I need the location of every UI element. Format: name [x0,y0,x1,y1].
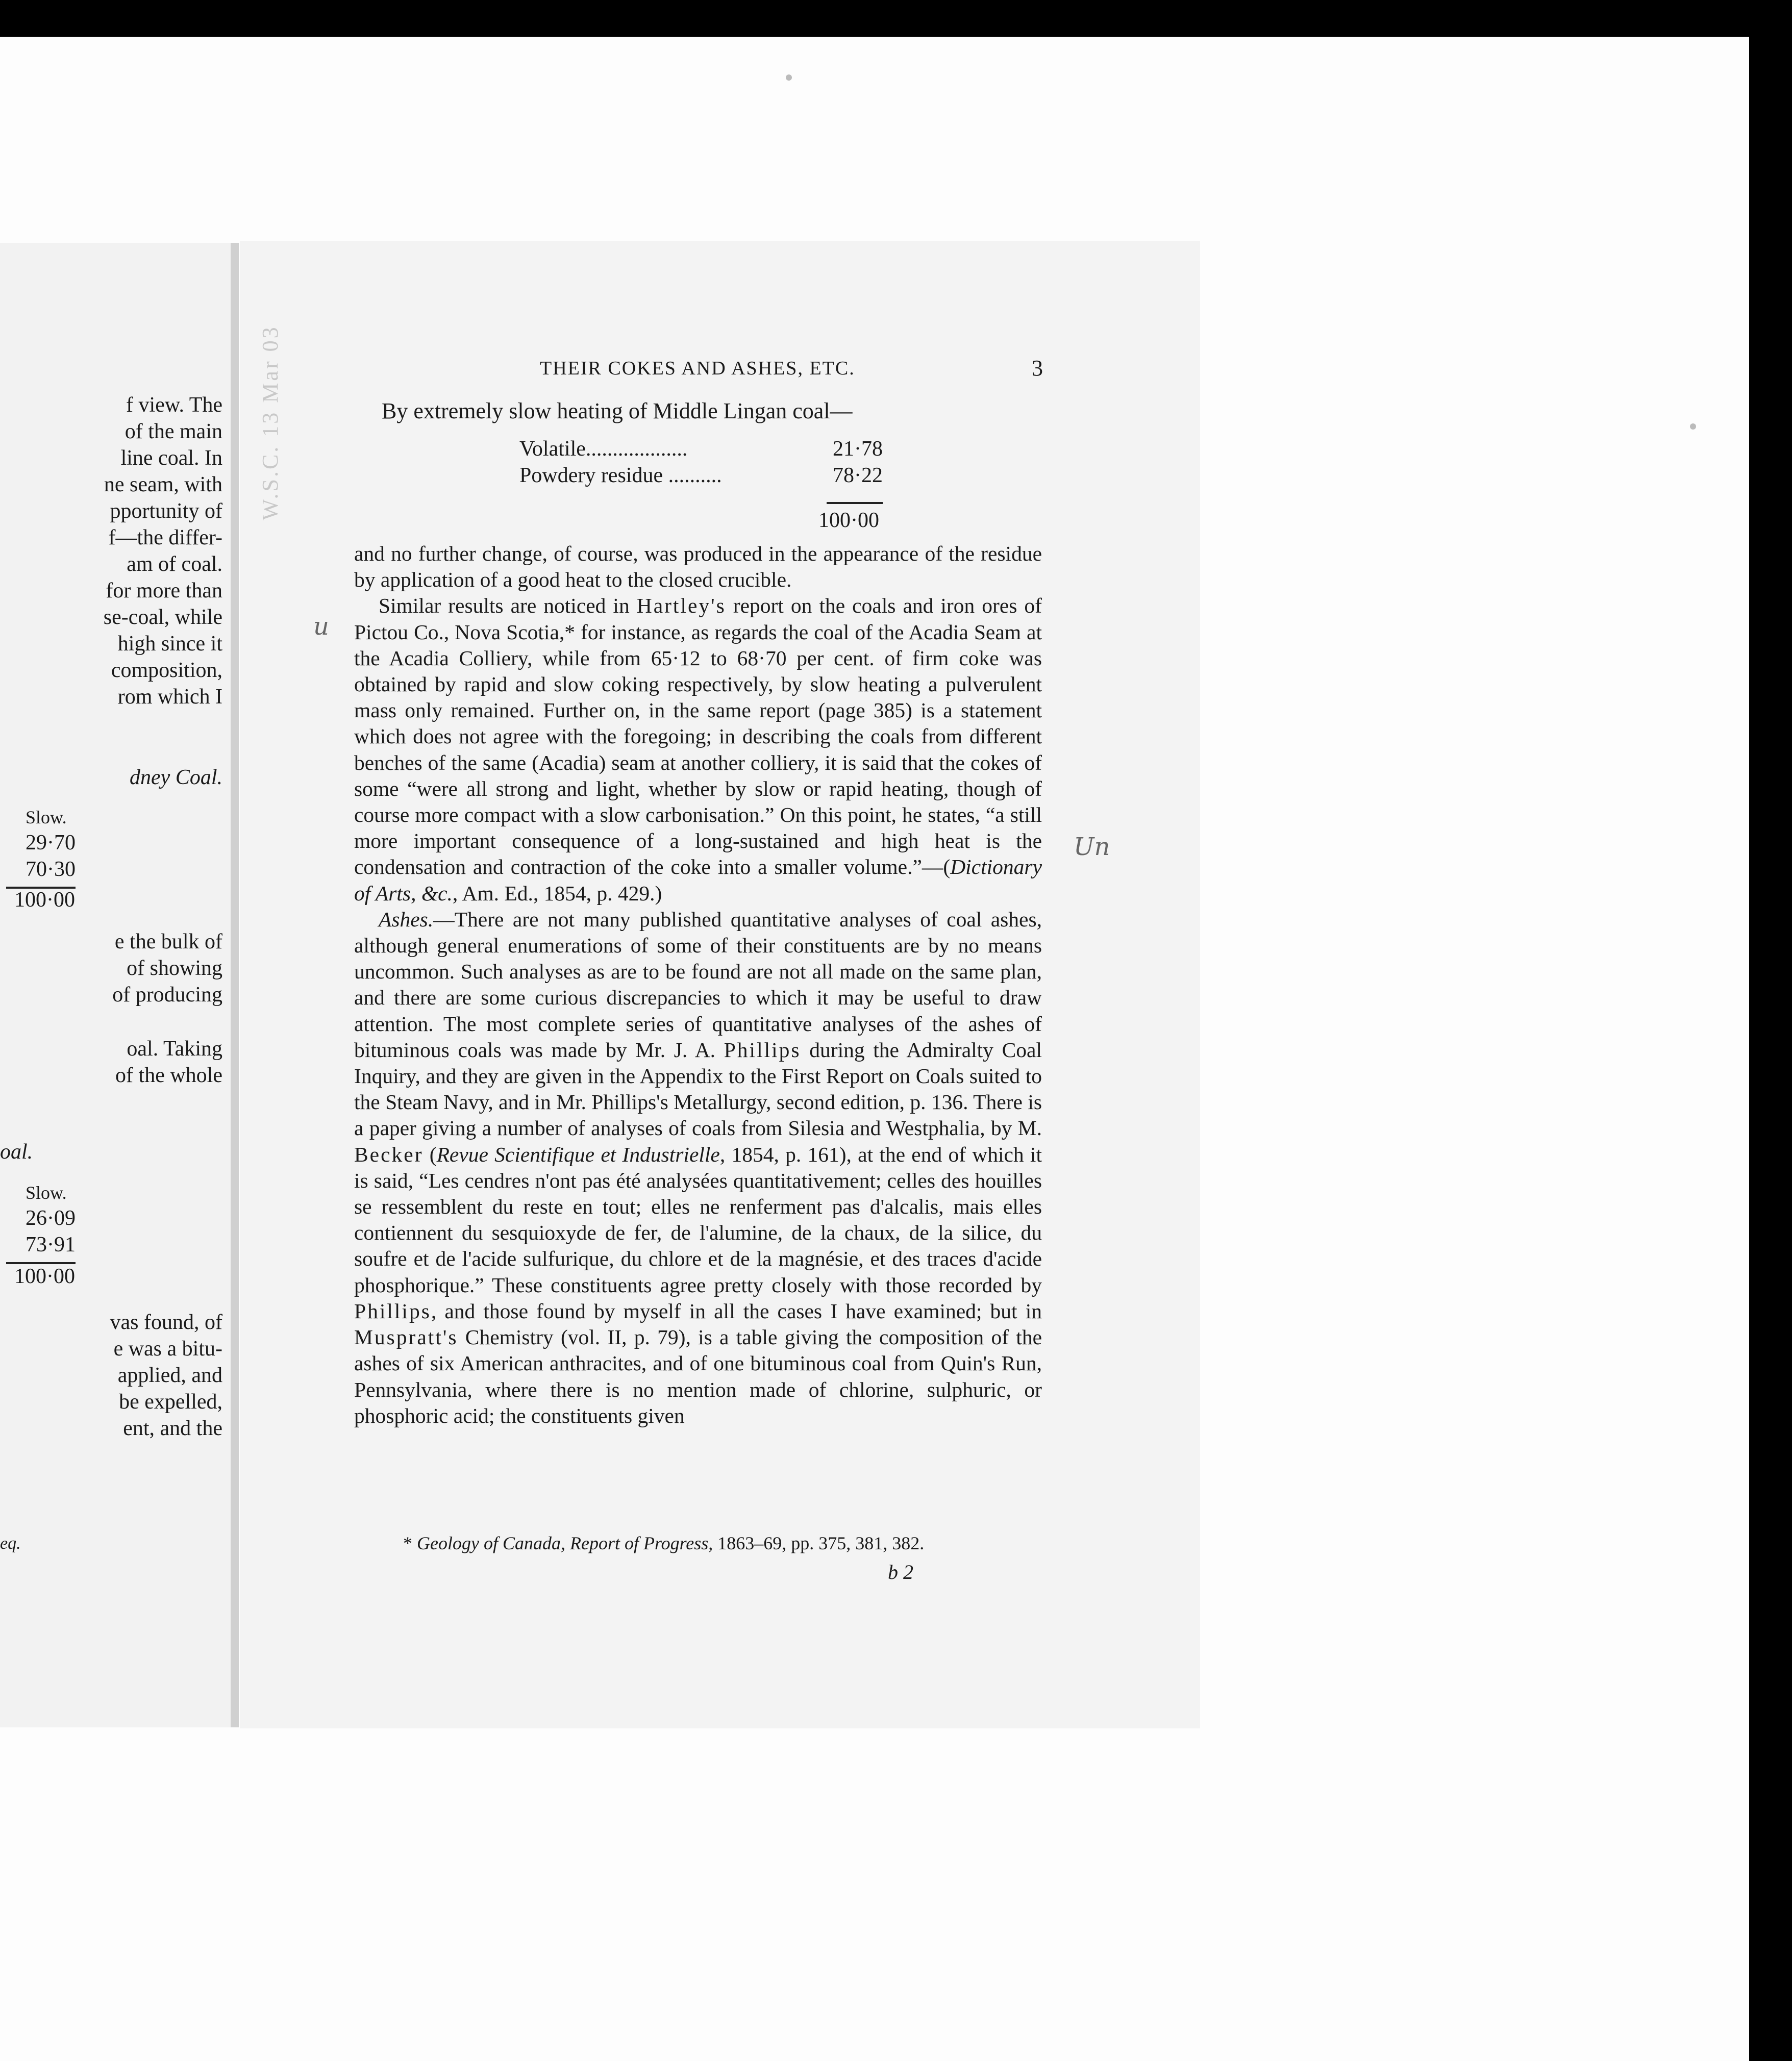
left-line: se-coal, while [103,606,222,629]
margin-annotation: Un [1074,833,1110,861]
paragraph: and no further change, of course, was produced in the appearance of the residue by application of a good heat to the closed crucible. [354,542,1042,592]
scan-speck [1690,423,1696,430]
left-line: e the bulk of [114,930,222,953]
left-line: high since it [117,632,222,656]
archive-stamp: W.S.C. 13 Mar 03 [258,325,283,520]
signature-mark: b 2 [888,1561,913,1584]
author-name: Muspratt's [354,1325,458,1349]
left-line: composition, [111,659,222,682]
left-table-value: 70·30 [26,858,76,881]
table-row-value: 78·22 [833,464,883,487]
left-table-title: oal. [0,1140,33,1164]
left-line: e was a bitu- [113,1337,222,1361]
left-line: for more than [106,579,222,602]
left-line: vas found, of [110,1311,222,1334]
left-line: of the main [125,420,222,443]
left-line: of producing [112,983,222,1007]
left-line: ne seam, with [104,473,222,496]
left-table-total: 100·00 [14,888,75,912]
citation-title: Dictionary of Arts, &c. [354,855,1042,905]
left-line: pportunity of [110,499,222,523]
left-footer: eq. [0,1534,21,1553]
left-line: of the whole [115,1064,222,1087]
author-name: Hartley's [636,594,726,618]
scan-border [1749,37,1792,2061]
left-line: f view. The [126,393,222,417]
table-row-label: Powdery residue .......... [519,464,722,487]
table-row-value: 21·78 [833,437,883,461]
left-line: oal. Taking [127,1037,222,1061]
left-table-heading: Slow. [26,807,67,827]
left-line: rom which I [117,685,222,709]
left-line: ent, and the [123,1417,222,1440]
margin-annotation: u [313,612,329,641]
table-rule [827,502,883,504]
section-lead: Ashes. [379,907,434,931]
left-line: applied, and [117,1364,222,1387]
left-table-value: 73·91 [26,1233,76,1256]
page-number: 3 [1032,356,1043,381]
lead-in-line: By extremely slow heating of Middle Lingan coal— [382,398,853,423]
paragraph: Ashes.—There are not many published quantitative analyses of coal ashes, although general enumerations of some of their constituents are by no means uncommon. Such analyses as are to be found are not all made on the same plan, and there are some curious discrepancies to which it may be useful to draw attention. The most complete series of quantitative analyses of the ashes of bituminous coals was made by Mr. J. A. Phillips during the Admiralty Coal Inquiry, and they are given in the Appendix to the First Report on Coals suited to the Steam Navy, and in Mr. Phillips's Metallurgy, second edition, p. 136. There is a paper giving a number of analyses of coals from Silesia and Westphalia, by M. Becker (Revue Scientifique et Industrielle, 1854, p. 161), at the end of which it is said, “Les cendres n'ont pas été analysées quantitativement; celles des houilles se ressemblent du reste en tout; elles ne renferment pas d'alcalis, mais elles contiennent du sesquioxyde de fer, de l'alumine, de la chaux, de la silice, du soufre et de l'acide sulfurique, du chlore et de la magnésie, et des traces d'acide phosphorique.” These constituents agree pretty closely with those recorded by Phillips, and those found by myself in all the cases I have examined; but in Muspratt's Chemistry (vol. II, p. 79), is a table giving the composition of the ashes of six American anthracites, and of one bituminous coal from Quin's Run, Pennsylvania, where there is no mention made of chlorine, sulphuric, or phosphoric acid; the constituents given [354,907,1042,1427]
left-table-value: 29·70 [26,831,76,854]
page-gutter [231,243,239,1727]
left-table-value: 26·09 [26,1207,76,1230]
author-name: Phillips [354,1299,431,1323]
left-line: line coal. In [120,446,222,470]
citation-title: Revue Scientifique et Industrielle [436,1142,720,1166]
scan-speck [786,74,792,81]
left-line: of showing [127,957,222,980]
table-row-label: Volatile................... [519,437,688,461]
running-header: THEIR COKES AND ASHES, ETC. [540,358,855,379]
left-table-total: 100·00 [14,1265,75,1288]
author-name: Phillips [724,1038,801,1062]
left-table-heading: Slow. [26,1183,67,1203]
footnote: * Geology of Canada, Report of Progress, 1863–69, pp. 375, 381, 382. [403,1533,925,1553]
body-text [354,541,1042,1429]
paragraph: Similar results are noticed in Hartley's report on the coals and iron ores of Pictou Co., Nova Scotia,* for instance, as regards the coal of the Acadia Seam at the Acadia Colliery, while from 65·12 to 68·70 per cent. of firm coke was obtained by rapid and slow coking respectively, by slow heating a pulverulent mass only remained. Further on, in the same report (page 385) is a statement which does not agree with the foregoing; in describing the coals from different benches of the same (Acadia) seam at another colliery, it is said that the cokes of some “were all strong and light, whether by slow or rapid heating, though of course more compact with a slow carbonisation.” On this point, he states, “a still more important consequence of a long-sustained and high heat is the condensation and contraction of the coke into a smaller volume.”—(Dictionary of Arts, &c., Am. Ed., 1854, p. 429.) [354,594,1042,905]
table-total: 100·00 [818,509,879,532]
left-line: am of coal. [127,552,222,576]
left-line: be expelled, [119,1390,222,1414]
facing-page [0,243,231,1727]
left-line: f—the differ- [108,526,222,549]
left-table-title: dney Coal. [130,766,222,789]
author-name: Becker [354,1142,424,1166]
